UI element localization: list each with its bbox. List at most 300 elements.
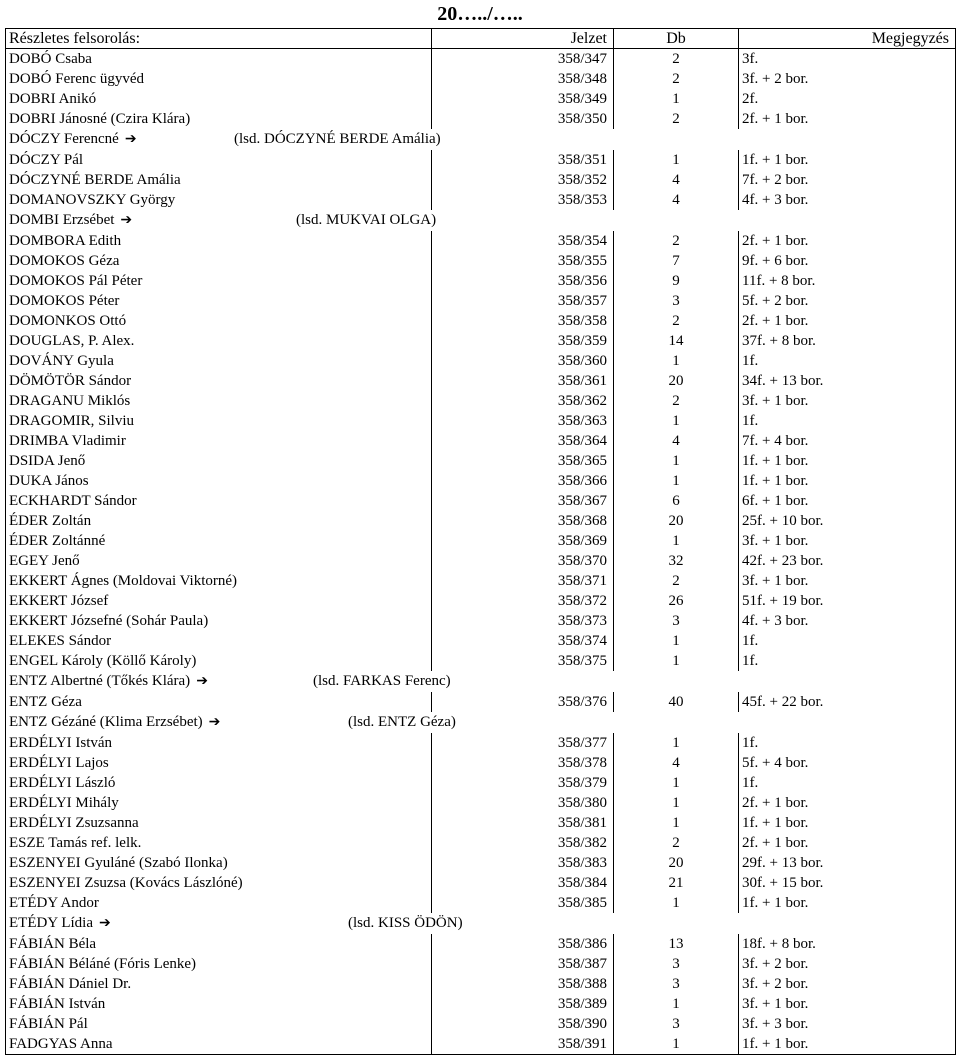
entry-name: FÁBIÁN Béla: [9, 936, 97, 952]
table-row: [6, 129, 956, 150]
empty-cell: [432, 129, 956, 150]
see-also-reference: (lsd. FARKAS Ferenc): [313, 673, 451, 689]
entry-code: 358/349: [432, 89, 614, 109]
entry-name-cell: [6, 49, 432, 70]
entry-name-cell: [6, 873, 432, 893]
entry-note: 1f.: [739, 631, 956, 651]
table-row: [6, 150, 956, 170]
entry-count: 1: [614, 893, 739, 913]
entry-note: 29f. + 13 bor.: [739, 853, 956, 873]
entry-name-cell: [6, 210, 437, 231]
entry-note: 1f. + 1 bor.: [739, 813, 956, 833]
entry-note: 18f. + 8 bor.: [739, 934, 956, 954]
entry-note: 1f.: [739, 411, 956, 431]
entry-code: 358/382: [432, 833, 614, 853]
entry-count: 1: [614, 531, 739, 551]
table-row: [6, 190, 956, 210]
document-date: 20…../…..: [437, 3, 523, 25]
entry-name-cell: [6, 753, 432, 773]
entry-code: 358/374: [432, 631, 614, 651]
empty-cell: [432, 712, 956, 733]
entry-count: 20: [614, 371, 739, 391]
entry-name-cell: [6, 1014, 432, 1034]
entry-note: 3f. + 1 bor.: [739, 531, 956, 551]
entry-name-cell: [6, 109, 432, 129]
see-also-arrow-icon: ➔: [196, 674, 208, 689]
entry-name: EGEY Jenő: [9, 553, 80, 569]
entry-count: 2: [614, 109, 739, 129]
entry-note: 9f. + 6 bor.: [739, 251, 956, 271]
table-row: [6, 934, 956, 954]
entry-note: 1f. + 1 bor.: [739, 1034, 956, 1055]
entry-code: 358/351: [432, 150, 614, 170]
entry-note: 3f. + 3 bor.: [739, 1014, 956, 1034]
entry-name-cell: [6, 954, 432, 974]
entry-count: 2: [614, 311, 739, 331]
entry-count: 26: [614, 591, 739, 611]
entry-count: 3: [614, 974, 739, 994]
see-also-reference: (lsd. ENTZ Géza): [348, 714, 456, 730]
entry-name: DOMBORA Edith: [9, 233, 122, 249]
see-also-arrow-icon: ➔: [120, 213, 133, 228]
entry-name-cell: [6, 411, 432, 431]
entry-note: 1f. + 1 bor.: [739, 893, 956, 913]
entry-name-cell: [6, 551, 432, 571]
entry-note: 1f.: [739, 733, 956, 753]
entry-note: 37f. + 8 bor.: [739, 331, 956, 351]
entry-count: 3: [614, 1014, 739, 1034]
entry-name: FÁBIÁN Pál: [9, 1016, 88, 1032]
entry-name-cell: [6, 692, 432, 712]
entry-name-cell: [6, 371, 432, 391]
entry-code: 358/376: [432, 692, 614, 712]
entry-note: 42f. + 23 bor.: [739, 551, 956, 571]
entry-count: 2: [614, 833, 739, 853]
entry-code: 358/388: [432, 974, 614, 994]
entry-count: 1: [614, 733, 739, 753]
entry-code: 358/348: [432, 69, 614, 89]
entry-code: 358/370: [432, 551, 614, 571]
entry-note: 25f. + 10 bor.: [739, 511, 956, 531]
entry-count: 1: [614, 793, 739, 813]
entry-code: 358/380: [432, 793, 614, 813]
entry-name: ESZE Tamás ref. lelk.: [9, 835, 142, 851]
table-row: [6, 251, 956, 271]
entry-name-cell: [6, 431, 432, 451]
entry-name: ERDÉLYI László: [9, 775, 116, 791]
entry-name: DOBÓ Ferenc ügyvéd: [9, 71, 144, 87]
entry-name: ERDÉLYI István: [9, 735, 113, 751]
entry-note: 1f.: [739, 773, 956, 793]
entry-code: 358/360: [432, 351, 614, 371]
entry-name-cell: [6, 813, 432, 833]
entry-note: 2f. + 1 bor.: [739, 793, 956, 813]
table-row: [6, 471, 956, 491]
entry-count: 4: [614, 431, 739, 451]
entry-count: 20: [614, 853, 739, 873]
table-row: [6, 833, 956, 853]
entry-name-cell: [6, 251, 432, 271]
entry-note: 51f. + 19 bor.: [739, 591, 956, 611]
table-row: [6, 1034, 956, 1055]
entry-code: 358/371: [432, 571, 614, 591]
entry-note: 1f. + 1 bor.: [739, 471, 956, 491]
entry-name-cell: [6, 853, 432, 873]
entry-name-cell: [6, 1034, 432, 1055]
entry-name: DOMOKOS Géza: [9, 253, 120, 269]
entry-name-cell: [6, 129, 441, 150]
column-header-name: Részletes felsorolás:: [6, 29, 432, 49]
table-row: [6, 491, 956, 511]
entry-code: 358/391: [432, 1034, 614, 1055]
entry-note: 1f. + 1 bor.: [739, 451, 956, 471]
entry-count: 2: [614, 231, 739, 251]
table-row: [6, 692, 956, 712]
entry-name-cell: [6, 69, 432, 89]
entry-name-cell: [6, 934, 432, 954]
entry-name-cell: [6, 471, 432, 491]
entry-note: 3f. + 1 bor.: [739, 994, 956, 1014]
table-row: [6, 873, 956, 893]
entry-name: DOBRI Jánosné (Czira Klára): [9, 111, 191, 127]
table-row: [6, 291, 956, 311]
entry-name: ERDÉLYI Lajos: [9, 755, 109, 771]
entry-note: 3f. + 2 bor.: [739, 954, 956, 974]
entry-name: DOMONKOS Ottó: [9, 313, 127, 329]
entry-code: 358/369: [432, 531, 614, 551]
entry-note: 3f. + 2 bor.: [739, 69, 956, 89]
entry-name: DOMBI Erzsébet: [9, 212, 115, 228]
entry-name-cell: [6, 712, 456, 733]
entry-code: 358/347: [432, 49, 614, 70]
entry-name-cell: [6, 271, 432, 291]
entry-note: 2f. + 1 bor.: [739, 311, 956, 331]
entry-count: 4: [614, 753, 739, 773]
see-also-arrow-icon: ➔: [99, 916, 111, 931]
see-also-reference: (lsd. DÓCZYNÉ BERDE Amália): [234, 131, 441, 147]
entry-code: 358/354: [432, 231, 614, 251]
entry-name-cell: [6, 611, 432, 631]
entry-name: DÖMÖTÖR Sándor: [9, 373, 132, 389]
entry-code: 358/381: [432, 813, 614, 833]
entry-name: ENGEL Károly (Köllő Károly): [9, 653, 197, 669]
table-row: [6, 994, 956, 1014]
entry-count: 7: [614, 251, 739, 271]
entry-note: 6f. + 1 bor.: [739, 491, 956, 511]
catalog-table: [5, 28, 956, 1055]
entry-name: ERDÉLYI Mihály: [9, 795, 119, 811]
see-also-reference: (lsd. KISS ÖDÖN): [348, 915, 463, 931]
entry-name-cell: [6, 231, 432, 251]
table-row: [6, 371, 956, 391]
entry-name: FÁBIÁN Dániel Dr.: [9, 976, 132, 992]
entry-name-cell: [6, 591, 432, 611]
entry-note: 2f. + 1 bor.: [739, 109, 956, 129]
table-row: [6, 271, 956, 291]
table-row: [6, 551, 956, 571]
entry-code: 358/383: [432, 853, 614, 873]
entry-name-cell: [6, 773, 432, 793]
entry-name: FÁBIÁN István: [9, 996, 106, 1012]
entry-name: ESZENYEI Gyuláné (Szabó Ilonka): [9, 855, 228, 871]
entry-name-cell: [6, 531, 432, 551]
entry-count: 2: [614, 391, 739, 411]
entry-name: ENTZ Gézáné (Klima Erzsébet): [9, 714, 203, 730]
entry-name-cell: [6, 391, 432, 411]
entry-name-cell: [6, 571, 432, 591]
entry-name-cell: [6, 451, 432, 471]
entry-count: 20: [614, 511, 739, 531]
entry-count: 2: [614, 69, 739, 89]
entry-code: 358/362: [432, 391, 614, 411]
column-header-code: Jelzet: [432, 29, 614, 49]
entry-count: 1: [614, 813, 739, 833]
entry-note: 1f.: [739, 651, 956, 671]
entry-count: 1: [614, 651, 739, 671]
entry-name: EKKERT József: [9, 593, 109, 609]
entry-code: 358/390: [432, 1014, 614, 1034]
entry-code: 358/367: [432, 491, 614, 511]
entry-code: 358/365: [432, 451, 614, 471]
entry-name-cell: [6, 331, 432, 351]
table-row: [6, 974, 956, 994]
table-row: [6, 109, 956, 129]
entry-name-cell: [6, 190, 432, 210]
table-row: [6, 753, 956, 773]
entry-count: 14: [614, 331, 739, 351]
entry-name-cell: [6, 631, 432, 651]
entry-name: DUKA János: [9, 473, 89, 489]
table-row: [6, 954, 956, 974]
entry-note: 3f. + 2 bor.: [739, 974, 956, 994]
table-row: [6, 712, 956, 733]
entry-count: 1: [614, 451, 739, 471]
entry-name: ENTZ Albertné (Tőkés Klára): [9, 673, 191, 689]
entry-name-cell: [6, 733, 432, 753]
entry-code: 358/357: [432, 291, 614, 311]
entry-name-cell: [6, 311, 432, 331]
entry-name-cell: [6, 291, 432, 311]
entry-code: 358/389: [432, 994, 614, 1014]
table-row: [6, 89, 956, 109]
entry-name: ÉDER Zoltánné: [9, 533, 106, 549]
table-row: [6, 311, 956, 331]
empty-cell: [432, 913, 956, 934]
table-row: [6, 431, 956, 451]
table-row: [6, 511, 956, 531]
entry-name: DÓCZYNÉ BERDE Amália: [9, 172, 181, 188]
entry-name-cell: [6, 913, 463, 934]
entry-note: 2f. + 1 bor.: [739, 231, 956, 251]
entry-name: ÉDER Zoltán: [9, 513, 92, 529]
entry-name-cell: [6, 793, 432, 813]
empty-cell: [432, 210, 956, 231]
entry-name: DOBÓ Csaba: [9, 51, 92, 67]
entry-code: 358/379: [432, 773, 614, 793]
table-row: [6, 170, 956, 190]
entry-name: DSIDA Jenő: [9, 453, 86, 469]
entry-count: 1: [614, 471, 739, 491]
see-also-arrow-icon: ➔: [124, 132, 137, 147]
entry-name: DOVÁNY Gyula: [9, 353, 114, 369]
entry-note: 7f. + 2 bor.: [739, 170, 956, 190]
entry-name-cell: [6, 974, 432, 994]
entry-count: 1: [614, 773, 739, 793]
table-row: [6, 451, 956, 471]
entry-count: 21: [614, 873, 739, 893]
table-row: [6, 571, 956, 591]
entry-note: 4f. + 3 bor.: [739, 611, 956, 631]
entry-count: 3: [614, 611, 739, 631]
entry-count: 1: [614, 994, 739, 1014]
table-row: [6, 611, 956, 631]
entry-code: 358/373: [432, 611, 614, 631]
table-row: [6, 351, 956, 371]
entry-count: 4: [614, 190, 739, 210]
table-row: [6, 331, 956, 351]
table-row: [6, 210, 956, 231]
entry-note: 7f. + 4 bor.: [739, 431, 956, 451]
entry-code: 358/378: [432, 753, 614, 773]
table-row: [6, 411, 956, 431]
table-row: [6, 893, 956, 913]
entry-name: ETÉDY Andor: [9, 895, 99, 911]
table-header-row: [6, 29, 956, 49]
entry-count: 4: [614, 170, 739, 190]
column-header-note: Megjegyzés: [739, 29, 956, 49]
entry-name: DRAGOMIR, Silviu: [9, 413, 135, 429]
entry-note: 11f. + 8 bor.: [739, 271, 956, 291]
table-row: [6, 391, 956, 411]
entry-code: 358/387: [432, 954, 614, 974]
table-row: [6, 69, 956, 89]
see-also-reference: (lsd. MUKVAI OLGA): [296, 212, 437, 228]
table-row: [6, 531, 956, 551]
entry-note: 45f. + 22 bor.: [739, 692, 956, 712]
entry-name-cell: [6, 150, 432, 170]
entry-name: FADGYAS Anna: [9, 1036, 113, 1052]
entry-name: DÓCZY Pál: [9, 152, 84, 168]
entry-code: 358/375: [432, 651, 614, 671]
entry-note: 3f. + 1 bor.: [739, 391, 956, 411]
table-row: [6, 671, 956, 692]
table-row: [6, 651, 956, 671]
entry-name: DOMANOVSZKY György: [9, 192, 176, 208]
entry-code: 358/384: [432, 873, 614, 893]
table-row: [6, 853, 956, 873]
table-row: [6, 733, 956, 753]
entry-name: ERDÉLYI Zsuzsanna: [9, 815, 139, 831]
entry-count: 3: [614, 291, 739, 311]
entry-name: ETÉDY Lídia: [9, 915, 94, 931]
entry-note: 34f. + 13 bor.: [739, 371, 956, 391]
entry-name: DOMOKOS Péter: [9, 293, 120, 309]
entry-code: 358/355: [432, 251, 614, 271]
entry-name-cell: [6, 833, 432, 853]
entry-name: ESZENYEI Zsuzsa (Kovács Lászlóné): [9, 875, 243, 891]
entry-count: 1: [614, 631, 739, 651]
see-also-arrow-icon: ➔: [208, 715, 221, 730]
entry-count: 9: [614, 271, 739, 291]
entry-name: DRIMBA Vladimir: [9, 433, 126, 449]
entry-count: 1: [614, 150, 739, 170]
entry-name: ELEKES Sándor: [9, 633, 112, 649]
entry-name-cell: [6, 651, 432, 671]
entry-name-cell: [6, 170, 432, 190]
entry-note: 5f. + 4 bor.: [739, 753, 956, 773]
entry-code: 358/359: [432, 331, 614, 351]
entry-code: 358/363: [432, 411, 614, 431]
entry-name: EKKERT Józsefné (Sohár Paula): [9, 613, 209, 629]
table-row: [6, 793, 956, 813]
entry-code: 358/372: [432, 591, 614, 611]
entry-name-cell: [6, 351, 432, 371]
table-row: [6, 1014, 956, 1034]
table-row: [6, 913, 956, 934]
table-row: [6, 631, 956, 651]
entry-name: EKKERT Ágnes (Moldovai Viktorné): [9, 573, 238, 589]
entry-code: 358/358: [432, 311, 614, 331]
entry-note: 2f.: [739, 89, 956, 109]
entry-note: 1f.: [739, 351, 956, 371]
entry-count: 6: [614, 491, 739, 511]
entry-name-cell: [6, 511, 432, 531]
entry-code: 358/377: [432, 733, 614, 753]
entry-note: 1f. + 1 bor.: [739, 150, 956, 170]
entry-name: DÓCZY Ferencné: [9, 131, 119, 147]
entry-code: 358/368: [432, 511, 614, 531]
entry-code: 358/385: [432, 893, 614, 913]
entry-note: 5f. + 2 bor.: [739, 291, 956, 311]
entry-code: 358/356: [432, 271, 614, 291]
entry-count: 3: [614, 954, 739, 974]
entry-note: 30f. + 15 bor.: [739, 873, 956, 893]
entry-count: 1: [614, 351, 739, 371]
column-header-db: Db: [614, 29, 739, 49]
table-row: [6, 591, 956, 611]
entry-note: 3f. + 1 bor.: [739, 571, 956, 591]
entry-count: 1: [614, 411, 739, 431]
entry-note: 2f. + 1 bor.: [739, 833, 956, 853]
table-row: [6, 813, 956, 833]
entry-count: 32: [614, 551, 739, 571]
table-row: [6, 49, 956, 70]
entry-count: 13: [614, 934, 739, 954]
entry-name: ENTZ Géza: [9, 694, 82, 710]
entry-count: 2: [614, 49, 739, 70]
entry-name: ECKHARDT Sándor: [9, 493, 137, 509]
entry-code: 358/364: [432, 431, 614, 451]
table-row: [6, 231, 956, 251]
entry-code: 358/386: [432, 934, 614, 954]
entry-name: DOBRI Anikó: [9, 91, 97, 107]
entry-note: 3f.: [739, 49, 956, 70]
entry-name-cell: [6, 671, 451, 692]
entry-name: FÁBIÁN Béláné (Fóris Lenke): [9, 956, 197, 972]
entry-count: 1: [614, 1034, 739, 1055]
entry-code: 358/353: [432, 190, 614, 210]
entry-name-cell: [6, 491, 432, 511]
entry-name: DRAGANU Miklós: [9, 393, 131, 409]
table-row: [6, 773, 956, 793]
entry-count: 1: [614, 89, 739, 109]
entry-code: 358/352: [432, 170, 614, 190]
entry-count: 2: [614, 571, 739, 591]
entry-name-cell: [6, 893, 432, 913]
entry-count: 40: [614, 692, 739, 712]
entry-name-cell: [6, 994, 432, 1014]
entry-name: DOUGLAS, P. Alex.: [9, 333, 135, 349]
